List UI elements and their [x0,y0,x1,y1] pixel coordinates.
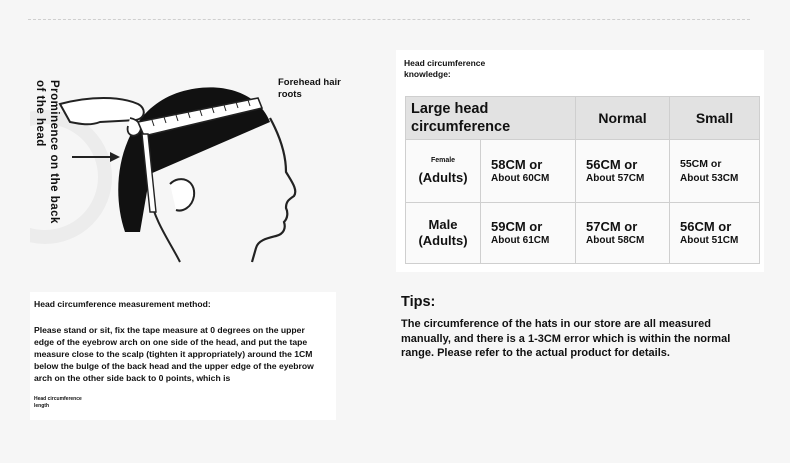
tips-section [401,294,761,361]
method-title: Head circumference measurement method: [34,299,211,309]
category-cell [406,140,481,203]
category-label: Male (Adults) [418,217,468,248]
value-main: 58CM or [491,157,543,172]
value-sub: About 53CM [680,173,739,184]
value-cell [481,140,576,203]
table-intro-label: Head circumference knowledge: [404,58,486,79]
value-sub: About 60CM [491,173,550,184]
table-header-row [406,97,760,140]
header-small: Small [670,97,760,140]
value-sub: About 58CM [586,235,645,246]
tips-body: The circumference of the hats in our store are all measured manually, and there is a 1-3CM error which is within the normal range. Please refer to the actual product for details. [401,318,731,359]
back-label-line1: Prominence on the back [48,80,60,224]
back-label-line2: of the head [34,80,46,147]
category-label: (Adults) [418,169,468,185]
head-size-table [405,96,760,264]
category-cell [406,203,481,264]
value-sub: About 61CM [491,235,550,246]
value-sub: About 57CM [586,173,645,184]
value-main: 59CM or [491,219,543,234]
table-row [406,140,760,203]
value-cell [576,203,670,264]
value-main: 56CM or [586,157,638,172]
method-body: Please stand or sit, fix the tape measure at 0 degrees on the upper edge of the eyebrow arch on one side of the head, and put the tape measure close to the scalp (tighten it appropriately) around the 1CM below the bulge of the back head and the upper edge of the eyebrow arch on the other side back to 0 points, which is [34,325,314,383]
back-of-head-label [34,80,84,230]
tips-title: Tips: [401,294,436,310]
method-footnote: Head circumference length [34,396,82,409]
value-cell [670,203,760,264]
header-large: Large head circumference [406,97,576,140]
value-sub: About 51CM [680,235,739,246]
value-main: 55CM or [680,158,722,170]
value-main: 56CM or [680,219,732,234]
value-main: 57CM or [586,219,638,234]
forehead-label: Forehead hair roots [278,77,341,100]
header-normal: Normal [576,97,670,140]
value-cell [576,140,670,203]
top-divider [28,19,750,20]
category-small-label: Female [430,156,456,164]
measurement-method [34,298,324,410]
value-cell [481,203,576,264]
table-row [406,203,760,264]
value-cell [670,140,760,203]
